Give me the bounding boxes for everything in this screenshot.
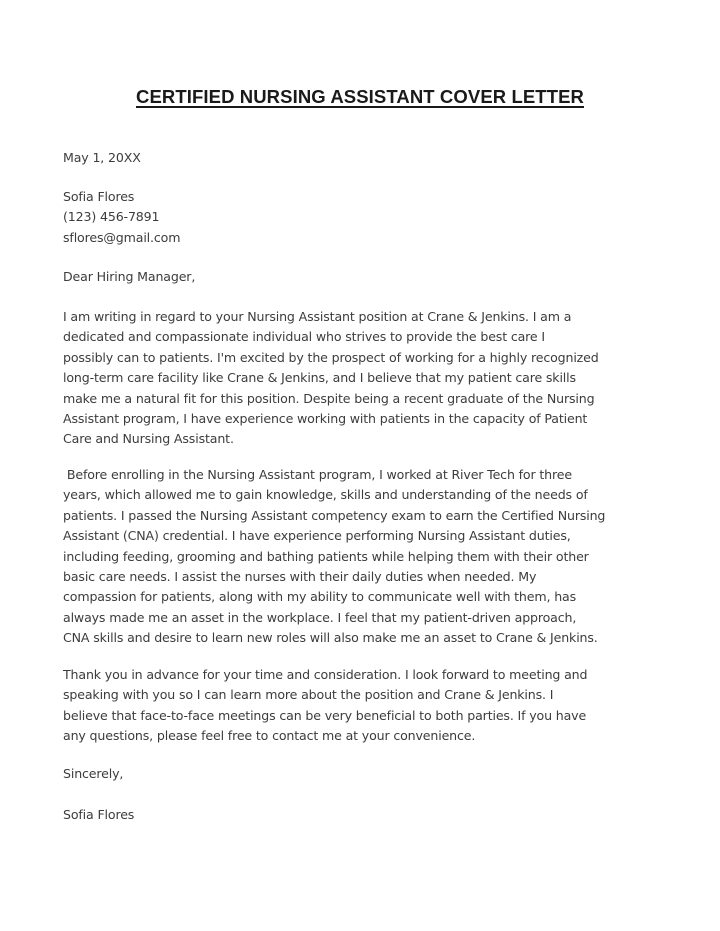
paragraph-line: Thank you in advance for your time and consideration. I look forward to meeting and bbox=[63, 667, 588, 682]
paragraph-line: speaking with you so I can learn more about the position and Crane & Jenkins. I bbox=[63, 687, 554, 703]
paragraph-line: make me a natural fit for this position. Despite being a recent graduate of the Nursing bbox=[63, 390, 595, 406]
letter-date: May 1, 20XX bbox=[63, 150, 141, 165]
paragraph-line: basic care needs. I assist the nurses with their daily duties when needed. My bbox=[63, 569, 537, 585]
paragraph-line: years, which allowed me to gain knowledge, skills and understanding of the needs of bbox=[63, 487, 588, 503]
paragraph-line: any questions, please feel free to contact me at your convenience. bbox=[63, 728, 476, 744]
paragraph-line: possibly can to patients. I'm excited by the prospect of working for a highly recognized bbox=[63, 349, 599, 365]
paragraph-closing-remarks bbox=[63, 665, 663, 747]
paragraph-intro bbox=[63, 307, 663, 450]
salutation: Dear Hiring Manager, bbox=[63, 269, 196, 284]
paragraph-line: long-term care facility like Crane & Jenkins, and I believe that my patient care skills bbox=[63, 370, 576, 386]
paragraph-line: I am writing in regard to your Nursing Assistant position at Crane & Jenkins. I am a bbox=[63, 309, 572, 324]
paragraph-line: compassion for patients, along with my ability to communicate well with them, has bbox=[63, 589, 576, 605]
paragraph-line: Care and Nursing Assistant. bbox=[63, 431, 234, 447]
signature-name: Sofia Flores bbox=[63, 807, 135, 822]
paragraph-line: believe that face-to-face meetings can be very beneficial to both parties. If you have bbox=[63, 707, 587, 723]
sender-phone: (123) 456-7891 bbox=[63, 209, 160, 225]
sender-block bbox=[63, 187, 663, 248]
letter-title bbox=[0, 86, 720, 108]
letter-title-text: CERTIFIED NURSING ASSISTANT COVER LETTER bbox=[135, 86, 585, 107]
paragraph-line: CNA skills and desire to learn new roles will also make me an asset to Crane & Jenkins. bbox=[63, 630, 598, 646]
paragraph-line: Before enrolling in the Nursing Assistant program, I worked at River Tech for three bbox=[63, 467, 572, 482]
paragraph-line: patients. I passed the Nursing Assistant competency exam to earn the Certified Nursing bbox=[63, 507, 606, 523]
paragraph-line: Assistant (CNA) credential. I have experience performing Nursing Assistant duties, bbox=[63, 528, 571, 544]
paragraph-line: including feeding, grooming and bathing patients while helping them with their other bbox=[63, 548, 589, 564]
paragraph-experience bbox=[63, 465, 663, 649]
closing: Sincerely, bbox=[63, 766, 124, 781]
paragraph-line: always made me an asset in the workplace. I feel that my patient-driven approach, bbox=[63, 609, 577, 625]
paragraph-line: dedicated and compassionate individual who strives to provide the best care I bbox=[63, 329, 545, 345]
paragraph-line: Assistant program, I have experience working with patients in the capacity of Patient bbox=[63, 411, 588, 427]
sender-name: Sofia Flores bbox=[63, 189, 135, 204]
sender-email: sflores@gmail.com bbox=[63, 229, 181, 245]
